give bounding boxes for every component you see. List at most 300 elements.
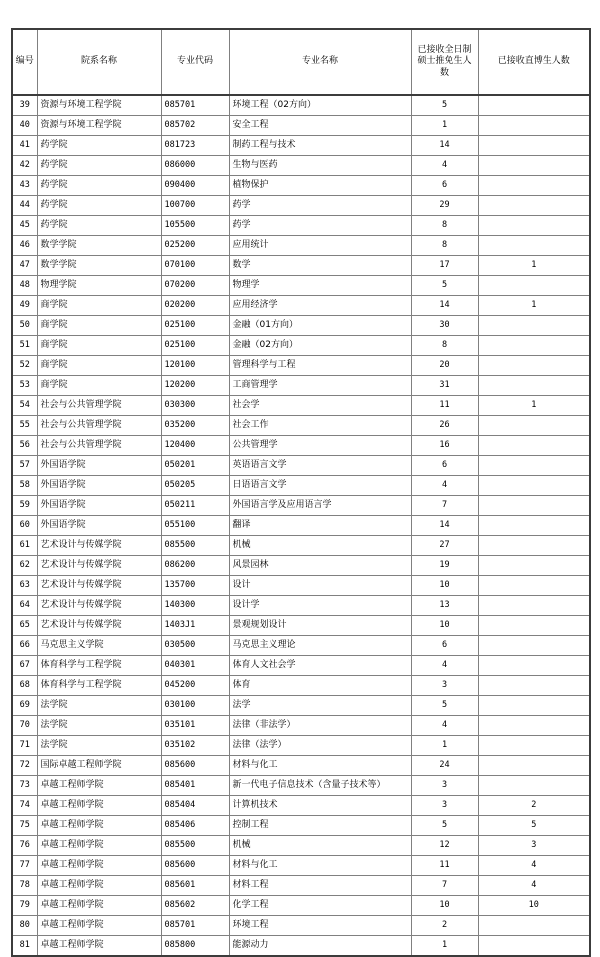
cell-seq[interactable]: 81 bbox=[12, 936, 37, 957]
cell-major-code[interactable]: 050211 bbox=[161, 496, 229, 516]
cell-major-code[interactable]: 090400 bbox=[161, 176, 229, 196]
column-header-seq bbox=[12, 29, 37, 95]
cell-seq[interactable]: 72 bbox=[12, 756, 37, 776]
cell-major-name[interactable]: 计算机技术 bbox=[229, 796, 411, 816]
cell-seq[interactable]: 75 bbox=[12, 816, 37, 836]
cell-master-count[interactable]: 13 bbox=[411, 596, 478, 616]
cell-major-name[interactable]: 药学 bbox=[229, 216, 411, 236]
cell-department[interactable]: 商学院 bbox=[37, 376, 161, 396]
cell-major-code[interactable]: 085602 bbox=[161, 896, 229, 916]
cell-phd-count[interactable] bbox=[478, 476, 590, 496]
cell-department[interactable]: 社会与公共管理学院 bbox=[37, 436, 161, 456]
cell-major-code[interactable]: 035102 bbox=[161, 736, 229, 756]
table-row bbox=[12, 436, 590, 456]
cell-seq[interactable]: 55 bbox=[12, 416, 37, 436]
cell-major-name[interactable]: 法学 bbox=[229, 696, 411, 716]
cell-major-code[interactable]: 105500 bbox=[161, 216, 229, 236]
cell-department[interactable]: 马克思主义学院 bbox=[37, 636, 161, 656]
column-header-major-name bbox=[229, 29, 411, 95]
cell-master-count[interactable]: 14 bbox=[411, 516, 478, 536]
cell-phd-count[interactable]: 4 bbox=[478, 856, 590, 876]
cell-phd-count[interactable] bbox=[478, 116, 590, 136]
cell-major-name[interactable]: 生物与医药 bbox=[229, 156, 411, 176]
cell-master-count[interactable]: 4 bbox=[411, 716, 478, 736]
cell-major-code[interactable]: 070100 bbox=[161, 256, 229, 276]
cell-phd-count[interactable] bbox=[478, 356, 590, 376]
cell-phd-count[interactable] bbox=[478, 516, 590, 536]
cell-major-name[interactable]: 体育人文社会学 bbox=[229, 656, 411, 676]
table-row bbox=[12, 456, 590, 476]
cell-department[interactable]: 法学院 bbox=[37, 716, 161, 736]
cell-department[interactable]: 商学院 bbox=[37, 296, 161, 316]
table-row bbox=[12, 836, 590, 856]
cell-major-name[interactable]: 机械 bbox=[229, 836, 411, 856]
column-header-department-label: 院系名称 bbox=[80, 56, 117, 67]
cell-department[interactable]: 法学院 bbox=[37, 696, 161, 716]
cell-major-code[interactable]: 035101 bbox=[161, 716, 229, 736]
cell-major-name[interactable]: 管理科学与工程 bbox=[229, 356, 411, 376]
cell-master-count[interactable]: 3 bbox=[411, 796, 478, 816]
column-header-major-code-label: 专业代码 bbox=[176, 56, 213, 67]
cell-department[interactable]: 国际卓越工程师学院 bbox=[37, 756, 161, 776]
cell-major-code[interactable]: 020200 bbox=[161, 296, 229, 316]
table-body bbox=[12, 95, 590, 956]
cell-major-name[interactable]: 数学 bbox=[229, 256, 411, 276]
cell-major-code[interactable]: 085406 bbox=[161, 816, 229, 836]
cell-master-count[interactable]: 11 bbox=[411, 856, 478, 876]
cell-seq[interactable]: 69 bbox=[12, 696, 37, 716]
table-row bbox=[12, 696, 590, 716]
table-row bbox=[12, 536, 590, 556]
cell-master-count[interactable]: 5 bbox=[411, 95, 478, 116]
cell-major-name[interactable]: 材料与化工 bbox=[229, 756, 411, 776]
cell-master-count[interactable]: 3 bbox=[411, 676, 478, 696]
cell-department[interactable]: 数学学院 bbox=[37, 256, 161, 276]
cell-major-code[interactable]: 055100 bbox=[161, 516, 229, 536]
cell-master-count[interactable]: 24 bbox=[411, 756, 478, 776]
cell-major-code[interactable]: 085701 bbox=[161, 916, 229, 936]
cell-major-name[interactable]: 法律（非法学） bbox=[229, 716, 411, 736]
cell-seq[interactable]: 43 bbox=[12, 176, 37, 196]
cell-seq[interactable]: 80 bbox=[12, 916, 37, 936]
cell-master-count[interactable]: 3 bbox=[411, 776, 478, 796]
column-header-major-code bbox=[161, 29, 229, 95]
cell-master-count[interactable]: 2 bbox=[411, 916, 478, 936]
cell-phd-count[interactable] bbox=[478, 656, 590, 676]
cell-seq[interactable]: 62 bbox=[12, 556, 37, 576]
cell-phd-count[interactable]: 1 bbox=[478, 296, 590, 316]
cell-phd-count[interactable] bbox=[478, 696, 590, 716]
cell-major-code[interactable]: 085701 bbox=[161, 95, 229, 116]
cell-seq[interactable]: 56 bbox=[12, 436, 37, 456]
table-row bbox=[12, 796, 590, 816]
cell-phd-count[interactable]: 2 bbox=[478, 796, 590, 816]
cell-phd-count[interactable]: 3 bbox=[478, 836, 590, 856]
table-row bbox=[12, 776, 590, 796]
cell-major-code[interactable]: 086200 bbox=[161, 556, 229, 576]
cell-phd-count[interactable]: 1 bbox=[478, 256, 590, 276]
cell-department[interactable]: 药学院 bbox=[37, 136, 161, 156]
cell-phd-count[interactable] bbox=[478, 756, 590, 776]
cell-phd-count[interactable] bbox=[478, 496, 590, 516]
cell-major-code[interactable]: 025200 bbox=[161, 236, 229, 256]
cell-major-code[interactable]: 040301 bbox=[161, 656, 229, 676]
cell-master-count[interactable]: 10 bbox=[411, 616, 478, 636]
table-row bbox=[12, 556, 590, 576]
cell-department[interactable]: 社会与公共管理学院 bbox=[37, 416, 161, 436]
cell-seq[interactable]: 67 bbox=[12, 656, 37, 676]
cell-major-name[interactable]: 社会学 bbox=[229, 396, 411, 416]
cell-master-count[interactable]: 14 bbox=[411, 296, 478, 316]
cell-seq[interactable]: 46 bbox=[12, 236, 37, 256]
cell-major-code[interactable]: 1403J1 bbox=[161, 616, 229, 636]
cell-department[interactable]: 卓越工程师学院 bbox=[37, 796, 161, 816]
cell-major-code[interactable]: 030300 bbox=[161, 396, 229, 416]
cell-phd-count[interactable] bbox=[478, 216, 590, 236]
cell-major-code[interactable]: 085702 bbox=[161, 116, 229, 136]
cell-major-code[interactable]: 120100 bbox=[161, 356, 229, 376]
cell-phd-count[interactable] bbox=[478, 456, 590, 476]
cell-seq[interactable]: 64 bbox=[12, 596, 37, 616]
cell-department[interactable]: 艺术设计与传媒学院 bbox=[37, 536, 161, 556]
cell-department[interactable]: 药学院 bbox=[37, 176, 161, 196]
cell-phd-count[interactable] bbox=[478, 936, 590, 957]
cell-phd-count[interactable]: 4 bbox=[478, 876, 590, 896]
cell-major-code[interactable]: 050205 bbox=[161, 476, 229, 496]
cell-phd-count[interactable] bbox=[478, 176, 590, 196]
table-row bbox=[12, 95, 590, 116]
cell-master-count[interactable]: 4 bbox=[411, 476, 478, 496]
cell-seq[interactable]: 45 bbox=[12, 216, 37, 236]
cell-major-code[interactable]: 085800 bbox=[161, 936, 229, 957]
cell-major-code[interactable]: 085404 bbox=[161, 796, 229, 816]
cell-major-name[interactable]: 材料工程 bbox=[229, 876, 411, 896]
cell-seq[interactable]: 54 bbox=[12, 396, 37, 416]
cell-department[interactable]: 数学学院 bbox=[37, 236, 161, 256]
cell-seq[interactable]: 39 bbox=[12, 95, 37, 116]
cell-department[interactable]: 卓越工程师学院 bbox=[37, 816, 161, 836]
cell-master-count[interactable]: 19 bbox=[411, 556, 478, 576]
cell-seq[interactable]: 77 bbox=[12, 856, 37, 876]
cell-master-count[interactable]: 27 bbox=[411, 536, 478, 556]
cell-department[interactable]: 卓越工程师学院 bbox=[37, 916, 161, 936]
cell-major-name[interactable]: 新一代电子信息技术（含量子技术等） bbox=[229, 776, 411, 796]
cell-master-count[interactable]: 14 bbox=[411, 136, 478, 156]
cell-master-count[interactable]: 7 bbox=[411, 876, 478, 896]
cell-phd-count[interactable] bbox=[478, 776, 590, 796]
cell-department[interactable]: 卓越工程师学院 bbox=[37, 876, 161, 896]
cell-department[interactable]: 体育科学与工程学院 bbox=[37, 676, 161, 696]
column-header-master-count-label: 已接收全日制硕士推免生人数 bbox=[417, 45, 472, 78]
cell-seq[interactable]: 44 bbox=[12, 196, 37, 216]
cell-phd-count[interactable] bbox=[478, 556, 590, 576]
cell-major-code[interactable]: 025100 bbox=[161, 316, 229, 336]
cell-major-code[interactable]: 086000 bbox=[161, 156, 229, 176]
cell-phd-count[interactable]: 5 bbox=[478, 816, 590, 836]
cell-major-code[interactable]: 085500 bbox=[161, 836, 229, 856]
column-header-phd-count bbox=[478, 29, 590, 95]
cell-major-code[interactable]: 085500 bbox=[161, 536, 229, 556]
cell-department[interactable]: 艺术设计与传媒学院 bbox=[37, 596, 161, 616]
cell-major-name[interactable]: 机械 bbox=[229, 536, 411, 556]
cell-phd-count[interactable] bbox=[478, 636, 590, 656]
cell-master-count[interactable]: 7 bbox=[411, 496, 478, 516]
cell-phd-count[interactable] bbox=[478, 596, 590, 616]
cell-major-name[interactable]: 风景园林 bbox=[229, 556, 411, 576]
cell-major-name[interactable]: 植物保护 bbox=[229, 176, 411, 196]
cell-department[interactable]: 卓越工程师学院 bbox=[37, 836, 161, 856]
cell-major-name[interactable]: 设计学 bbox=[229, 596, 411, 616]
cell-seq[interactable]: 52 bbox=[12, 356, 37, 376]
cell-major-code[interactable]: 030100 bbox=[161, 696, 229, 716]
cell-master-count[interactable]: 31 bbox=[411, 376, 478, 396]
cell-major-code[interactable]: 140300 bbox=[161, 596, 229, 616]
cell-seq[interactable]: 73 bbox=[12, 776, 37, 796]
cell-department[interactable]: 资源与环境工程学院 bbox=[37, 116, 161, 136]
cell-seq[interactable]: 74 bbox=[12, 796, 37, 816]
cell-major-name[interactable]: 控制工程 bbox=[229, 816, 411, 836]
cell-department[interactable]: 药学院 bbox=[37, 196, 161, 216]
cell-department[interactable]: 外国语学院 bbox=[37, 516, 161, 536]
cell-major-name[interactable]: 金融（01方向） bbox=[229, 316, 411, 336]
cell-major-code[interactable]: 070200 bbox=[161, 276, 229, 296]
column-header-seq-label: 编号 bbox=[15, 56, 34, 67]
cell-department[interactable]: 卓越工程师学院 bbox=[37, 936, 161, 957]
cell-department[interactable]: 外国语学院 bbox=[37, 456, 161, 476]
table-row bbox=[12, 236, 590, 256]
cell-major-name[interactable]: 药学 bbox=[229, 196, 411, 216]
cell-major-code[interactable]: 085600 bbox=[161, 856, 229, 876]
table-row bbox=[12, 416, 590, 436]
table-row bbox=[12, 156, 590, 176]
cell-department[interactable]: 资源与环境工程学院 bbox=[37, 95, 161, 116]
cell-department[interactable]: 卓越工程师学院 bbox=[37, 856, 161, 876]
table-row bbox=[12, 676, 590, 696]
table-row bbox=[12, 716, 590, 736]
cell-master-count[interactable]: 1 bbox=[411, 936, 478, 957]
cell-phd-count[interactable] bbox=[478, 536, 590, 556]
cell-phd-count[interactable] bbox=[478, 376, 590, 396]
cell-major-name[interactable]: 安全工程 bbox=[229, 116, 411, 136]
cell-phd-count[interactable] bbox=[478, 676, 590, 696]
cell-phd-count[interactable] bbox=[478, 416, 590, 436]
cell-seq[interactable]: 78 bbox=[12, 876, 37, 896]
cell-seq[interactable]: 66 bbox=[12, 636, 37, 656]
cell-phd-count[interactable] bbox=[478, 576, 590, 596]
cell-major-name[interactable]: 英语语言文学 bbox=[229, 456, 411, 476]
cell-major-name[interactable]: 外国语言学及应用语言学 bbox=[229, 496, 411, 516]
cell-phd-count[interactable] bbox=[478, 336, 590, 356]
table-row bbox=[12, 196, 590, 216]
cell-phd-count[interactable]: 10 bbox=[478, 896, 590, 916]
spreadsheet-sheet bbox=[11, 28, 589, 957]
cell-master-count[interactable]: 6 bbox=[411, 456, 478, 476]
table-row bbox=[12, 896, 590, 916]
cell-department[interactable]: 药学院 bbox=[37, 216, 161, 236]
column-header-major-name-label: 专业名称 bbox=[301, 56, 338, 67]
cell-phd-count[interactable] bbox=[478, 236, 590, 256]
cell-major-code[interactable]: 085401 bbox=[161, 776, 229, 796]
cell-master-count[interactable]: 5 bbox=[411, 696, 478, 716]
cell-major-name[interactable]: 体育 bbox=[229, 676, 411, 696]
cell-master-count[interactable]: 1 bbox=[411, 116, 478, 136]
cell-master-count[interactable]: 5 bbox=[411, 816, 478, 836]
cell-major-name[interactable]: 化学工程 bbox=[229, 896, 411, 916]
table-row bbox=[12, 396, 590, 416]
cell-major-code[interactable]: 120400 bbox=[161, 436, 229, 456]
cell-major-code[interactable]: 025100 bbox=[161, 336, 229, 356]
cell-seq[interactable]: 49 bbox=[12, 296, 37, 316]
cell-seq[interactable]: 76 bbox=[12, 836, 37, 856]
cell-department[interactable]: 外国语学院 bbox=[37, 476, 161, 496]
cell-department[interactable]: 社会与公共管理学院 bbox=[37, 396, 161, 416]
table-row bbox=[12, 616, 590, 636]
cell-major-name[interactable]: 马克思主义理论 bbox=[229, 636, 411, 656]
cell-major-code[interactable]: 120200 bbox=[161, 376, 229, 396]
cell-master-count[interactable]: 1 bbox=[411, 736, 478, 756]
cell-master-count[interactable]: 8 bbox=[411, 216, 478, 236]
cell-department[interactable]: 商学院 bbox=[37, 316, 161, 336]
cell-phd-count[interactable] bbox=[478, 736, 590, 756]
cell-master-count[interactable]: 4 bbox=[411, 156, 478, 176]
cell-department[interactable]: 外国语学院 bbox=[37, 496, 161, 516]
cell-master-count[interactable]: 6 bbox=[411, 176, 478, 196]
cell-seq[interactable]: 48 bbox=[12, 276, 37, 296]
cell-major-code[interactable]: 050201 bbox=[161, 456, 229, 476]
cell-department[interactable]: 体育科学与工程学院 bbox=[37, 656, 161, 676]
table-row bbox=[12, 736, 590, 756]
cell-department[interactable]: 法学院 bbox=[37, 736, 161, 756]
cell-phd-count[interactable] bbox=[478, 196, 590, 216]
cell-major-name[interactable]: 物理学 bbox=[229, 276, 411, 296]
cell-department[interactable]: 商学院 bbox=[37, 356, 161, 376]
cell-seq[interactable]: 61 bbox=[12, 536, 37, 556]
cell-department[interactable]: 艺术设计与传媒学院 bbox=[37, 576, 161, 596]
column-header-master-count bbox=[411, 29, 478, 95]
cell-phd-count[interactable] bbox=[478, 316, 590, 336]
cell-department[interactable]: 卓越工程师学院 bbox=[37, 896, 161, 916]
cell-master-count[interactable]: 30 bbox=[411, 316, 478, 336]
cell-master-count[interactable]: 10 bbox=[411, 576, 478, 596]
cell-master-count[interactable]: 8 bbox=[411, 336, 478, 356]
cell-major-name[interactable]: 环境工程 bbox=[229, 916, 411, 936]
cell-master-count[interactable]: 6 bbox=[411, 636, 478, 656]
cell-master-count[interactable]: 12 bbox=[411, 836, 478, 856]
cell-master-count[interactable]: 20 bbox=[411, 356, 478, 376]
cell-master-count[interactable]: 11 bbox=[411, 396, 478, 416]
cell-major-code[interactable]: 100700 bbox=[161, 196, 229, 216]
cell-major-name[interactable]: 设计 bbox=[229, 576, 411, 596]
cell-major-name[interactable]: 法律（法学） bbox=[229, 736, 411, 756]
cell-seq[interactable]: 63 bbox=[12, 576, 37, 596]
cell-major-name[interactable]: 日语语言文学 bbox=[229, 476, 411, 496]
cell-seq[interactable]: 51 bbox=[12, 336, 37, 356]
cell-seq[interactable]: 57 bbox=[12, 456, 37, 476]
table-row bbox=[12, 356, 590, 376]
table-row bbox=[12, 756, 590, 776]
cell-major-code[interactable]: 081723 bbox=[161, 136, 229, 156]
cell-master-count[interactable]: 26 bbox=[411, 416, 478, 436]
cell-major-name[interactable]: 公共管理学 bbox=[229, 436, 411, 456]
cell-seq[interactable]: 70 bbox=[12, 716, 37, 736]
cell-seq[interactable]: 71 bbox=[12, 736, 37, 756]
cell-seq[interactable]: 60 bbox=[12, 516, 37, 536]
cell-department[interactable]: 药学院 bbox=[37, 156, 161, 176]
cell-master-count[interactable]: 29 bbox=[411, 196, 478, 216]
cell-seq[interactable]: 50 bbox=[12, 316, 37, 336]
cell-seq[interactable]: 47 bbox=[12, 256, 37, 276]
cell-major-name[interactable]: 应用统计 bbox=[229, 236, 411, 256]
cell-phd-count[interactable] bbox=[478, 436, 590, 456]
cell-phd-count[interactable] bbox=[478, 616, 590, 636]
cell-major-name[interactable]: 应用经济学 bbox=[229, 296, 411, 316]
cell-seq[interactable]: 40 bbox=[12, 116, 37, 136]
table-row bbox=[12, 276, 590, 296]
cell-seq[interactable]: 79 bbox=[12, 896, 37, 916]
cell-seq[interactable]: 65 bbox=[12, 616, 37, 636]
cell-seq[interactable]: 59 bbox=[12, 496, 37, 516]
cell-phd-count[interactable] bbox=[478, 716, 590, 736]
cell-major-name[interactable]: 工商管理学 bbox=[229, 376, 411, 396]
cell-major-code[interactable]: 035200 bbox=[161, 416, 229, 436]
cell-major-name[interactable]: 制药工程与技术 bbox=[229, 136, 411, 156]
cell-department[interactable]: 艺术设计与传媒学院 bbox=[37, 556, 161, 576]
cell-master-count[interactable]: 5 bbox=[411, 276, 478, 296]
cell-master-count[interactable]: 4 bbox=[411, 656, 478, 676]
cell-seq[interactable]: 68 bbox=[12, 676, 37, 696]
cell-phd-count[interactable]: 1 bbox=[478, 396, 590, 416]
column-header-phd-count-label: 已接收直博生人数 bbox=[497, 56, 570, 67]
cell-department[interactable]: 卓越工程师学院 bbox=[37, 776, 161, 796]
table-row bbox=[12, 496, 590, 516]
cell-department[interactable]: 艺术设计与传媒学院 bbox=[37, 616, 161, 636]
cell-master-count[interactable]: 17 bbox=[411, 256, 478, 276]
table-row bbox=[12, 256, 590, 276]
cell-major-name[interactable]: 景观规划设计 bbox=[229, 616, 411, 636]
table-row bbox=[12, 376, 590, 396]
cell-phd-count[interactable] bbox=[478, 276, 590, 296]
cell-major-name[interactable]: 材料与化工 bbox=[229, 856, 411, 876]
cell-master-count[interactable]: 8 bbox=[411, 236, 478, 256]
cell-major-name[interactable]: 社会工作 bbox=[229, 416, 411, 436]
cell-seq[interactable]: 58 bbox=[12, 476, 37, 496]
cell-major-code[interactable]: 085601 bbox=[161, 876, 229, 896]
cell-major-name[interactable]: 金融（02方向） bbox=[229, 336, 411, 356]
cell-major-code[interactable]: 135700 bbox=[161, 576, 229, 596]
cell-department[interactable]: 物理学院 bbox=[37, 276, 161, 296]
cell-phd-count[interactable] bbox=[478, 136, 590, 156]
cell-major-name[interactable]: 环境工程（02方向） bbox=[229, 95, 411, 116]
cell-major-name[interactable]: 翻译 bbox=[229, 516, 411, 536]
cell-seq[interactable]: 41 bbox=[12, 136, 37, 156]
cell-major-name[interactable]: 能源动力 bbox=[229, 936, 411, 957]
table-row bbox=[12, 596, 590, 616]
table-row bbox=[12, 136, 590, 156]
table-row bbox=[12, 116, 590, 136]
cell-department[interactable]: 商学院 bbox=[37, 336, 161, 356]
cell-major-code[interactable]: 045200 bbox=[161, 676, 229, 696]
cell-major-code[interactable]: 030500 bbox=[161, 636, 229, 656]
table-header-row bbox=[12, 29, 590, 95]
cell-seq[interactable]: 53 bbox=[12, 376, 37, 396]
cell-phd-count[interactable] bbox=[478, 95, 590, 116]
cell-major-code[interactable]: 085600 bbox=[161, 756, 229, 776]
cell-master-count[interactable]: 16 bbox=[411, 436, 478, 456]
cell-phd-count[interactable] bbox=[478, 156, 590, 176]
cell-seq[interactable]: 42 bbox=[12, 156, 37, 176]
table-row bbox=[12, 936, 590, 957]
cell-master-count[interactable]: 10 bbox=[411, 896, 478, 916]
